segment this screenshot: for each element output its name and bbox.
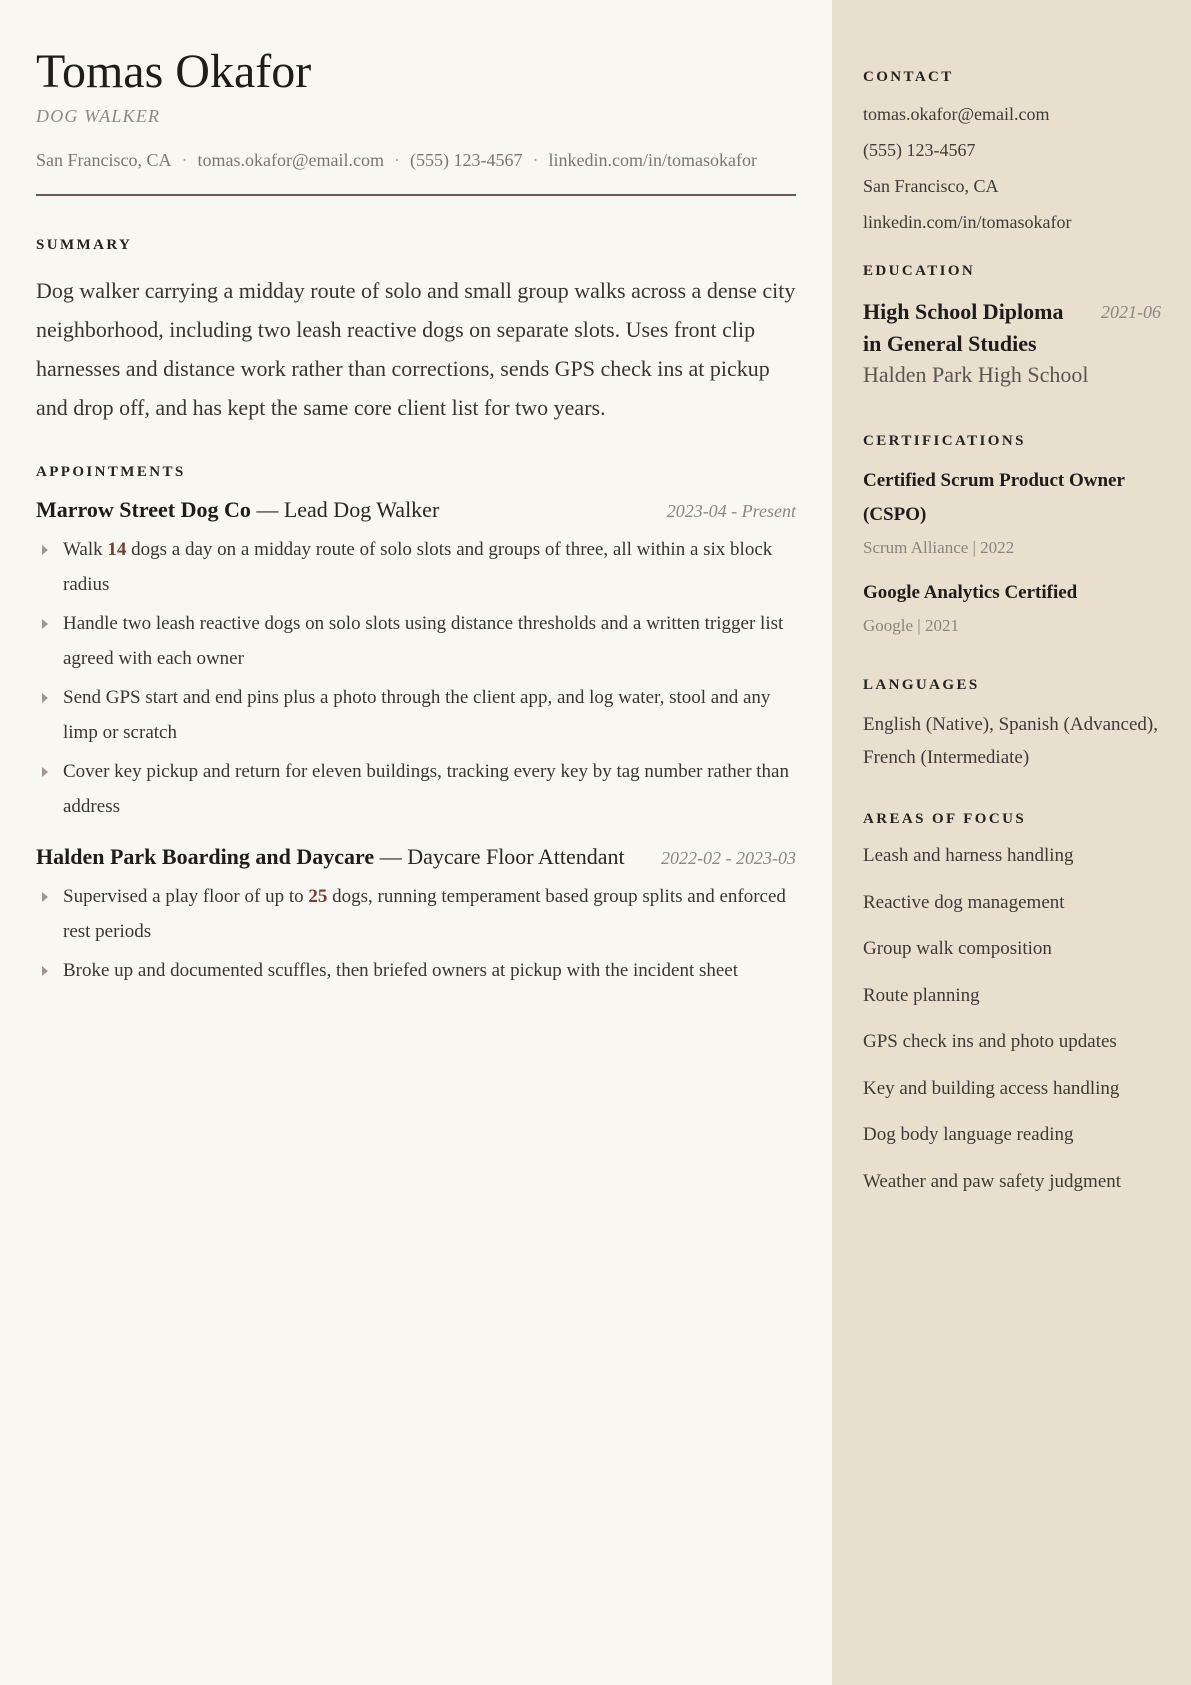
- job-bullet: [36, 680, 796, 750]
- candidate-name: Tomas Okafor: [36, 45, 312, 98]
- job-bullet: [36, 953, 796, 988]
- job-bullet: [36, 606, 796, 676]
- contact-line: [36, 148, 796, 172]
- bullet-text: Walk: [63, 539, 108, 560]
- job-title-line: [36, 842, 625, 875]
- bullet-highlight: 14: [107, 539, 127, 560]
- education-entry: [863, 296, 1161, 360]
- focus-heading: AREAS OF FOCUS: [863, 811, 1027, 827]
- education-year: 2021-06: [1101, 302, 1161, 322]
- header-divider: [36, 194, 796, 196]
- bullet-text: Send GPS start and end pins plus a photo through the client app, and log water, stool and any limp or scratch: [63, 687, 771, 743]
- contact-location: San Francisco, CA: [36, 150, 172, 170]
- sidebar: [832, 0, 1191, 1685]
- bullet-text: dogs a day on a midday route of solo slots and groups of three, all within a six block radius: [63, 539, 773, 595]
- contact-list: [863, 102, 1161, 234]
- bullet-triangle-icon: [42, 545, 48, 555]
- education-heading: EDUCATION: [863, 263, 976, 279]
- job-dates: 2022-02 - 2023-03: [661, 848, 796, 868]
- job-position: — Daycare Floor Attendant: [374, 844, 625, 869]
- sidebar-linkedin[interactable]: linkedin.com/in/tomasokafor: [863, 212, 1072, 232]
- job-bullet: [36, 879, 796, 949]
- certifications-heading: CERTIFICATIONS: [863, 433, 1026, 449]
- contact-heading: CONTACT: [863, 69, 954, 85]
- bullet-triangle-icon: [42, 767, 48, 777]
- contact-separator: ·: [394, 150, 401, 170]
- contact-separator: ·: [181, 150, 188, 170]
- education-school: Halden Park High School: [863, 362, 1089, 387]
- focus-item: Reactive dog management: [863, 891, 1065, 913]
- job-company: Marrow Street Dog Co: [36, 497, 251, 522]
- certification-name: Certified Scrum Product Owner (CSPO): [863, 470, 1125, 525]
- job-role: DOG WALKER: [36, 106, 161, 126]
- job-title-line: [36, 495, 439, 528]
- bullet-triangle-icon: [42, 619, 48, 629]
- job-position: — Lead Dog Walker: [250, 497, 440, 522]
- bullet-text: Supervised a play floor of up to: [63, 886, 309, 907]
- focus-item: Group walk composition: [863, 938, 1052, 959]
- job-entry: [36, 495, 796, 824]
- bullet-text: Cover key pickup and return for eleven buildings, tracking every key by tag number rather than address: [63, 761, 789, 817]
- job-company: Halden Park Boarding and Daycare: [36, 844, 375, 869]
- sidebar-location: San Francisco, CA: [863, 176, 999, 196]
- languages-text: English (Native), Spanish (Advanced), French (Intermediate): [863, 714, 1158, 768]
- languages-heading: LANGUAGES: [863, 677, 980, 693]
- bullet-triangle-icon: [42, 693, 48, 703]
- focus-item: Weather and paw safety judgment: [863, 1170, 1122, 1192]
- bullet-text: dogs, running temperament based group splits and enforced rest periods: [63, 886, 786, 942]
- focus-list: [863, 844, 1161, 1194]
- certification-name: Google Analytics Certified: [863, 582, 1078, 603]
- summary-heading: SUMMARY: [36, 237, 133, 253]
- job-bullet: [36, 532, 796, 602]
- contact-linkedin[interactable]: linkedin.com/in/tomasokafor: [548, 150, 757, 170]
- focus-item: Leash and harness handling: [863, 845, 1074, 866]
- appointments-heading: APPOINTMENTS: [36, 464, 186, 480]
- certification-meta: Scrum Alliance | 2022: [863, 538, 1015, 557]
- job-header: [36, 842, 796, 875]
- job-bullet: [36, 754, 796, 824]
- contact-phone[interactable]: (555) 123-4567: [410, 150, 523, 170]
- focus-item: Route planning: [863, 984, 980, 1006]
- job-bullets: [36, 532, 796, 824]
- job-bullets: [36, 879, 796, 988]
- contact-email[interactable]: tomas.okafor@email.com: [197, 150, 385, 170]
- focus-item: Key and building access handling: [863, 1077, 1120, 1099]
- bullet-triangle-icon: [42, 966, 48, 976]
- job-dates: 2023-04 - Present: [666, 501, 796, 521]
- certification-meta: Google | 2021: [863, 616, 959, 635]
- bullet-text: Handle two leash reactive dogs on solo slots using distance thresholds and a written trigger list agreed with each owner: [63, 613, 784, 669]
- sidebar-phone[interactable]: (555) 123-4567: [863, 140, 976, 160]
- bullet-text: Broke up and documented scuffles, then briefed owners at pickup with the incident sheet: [63, 960, 739, 981]
- sidebar-email[interactable]: tomas.okafor@email.com: [863, 104, 1050, 124]
- job-header: [36, 495, 796, 528]
- education-degree: High School Diploma in General Studies: [863, 299, 1064, 356]
- summary-text: Dog walker carrying a midday route of solo and small group walks across a dense city neighborhood, including two leash reactive dogs on separate slots. Uses front clip harnesses and distance work rather than corrections, sends GPS check ins at pickup and drop off, and has kept the same core client list for two years.: [36, 278, 796, 420]
- bullet-triangle-icon: [42, 892, 48, 902]
- job-entry: [36, 842, 796, 988]
- focus-item: GPS check ins and photo updates: [863, 1031, 1117, 1052]
- bullet-highlight: 25: [308, 886, 328, 907]
- focus-item: Dog body language reading: [863, 1124, 1074, 1145]
- contact-separator: ·: [532, 150, 539, 170]
